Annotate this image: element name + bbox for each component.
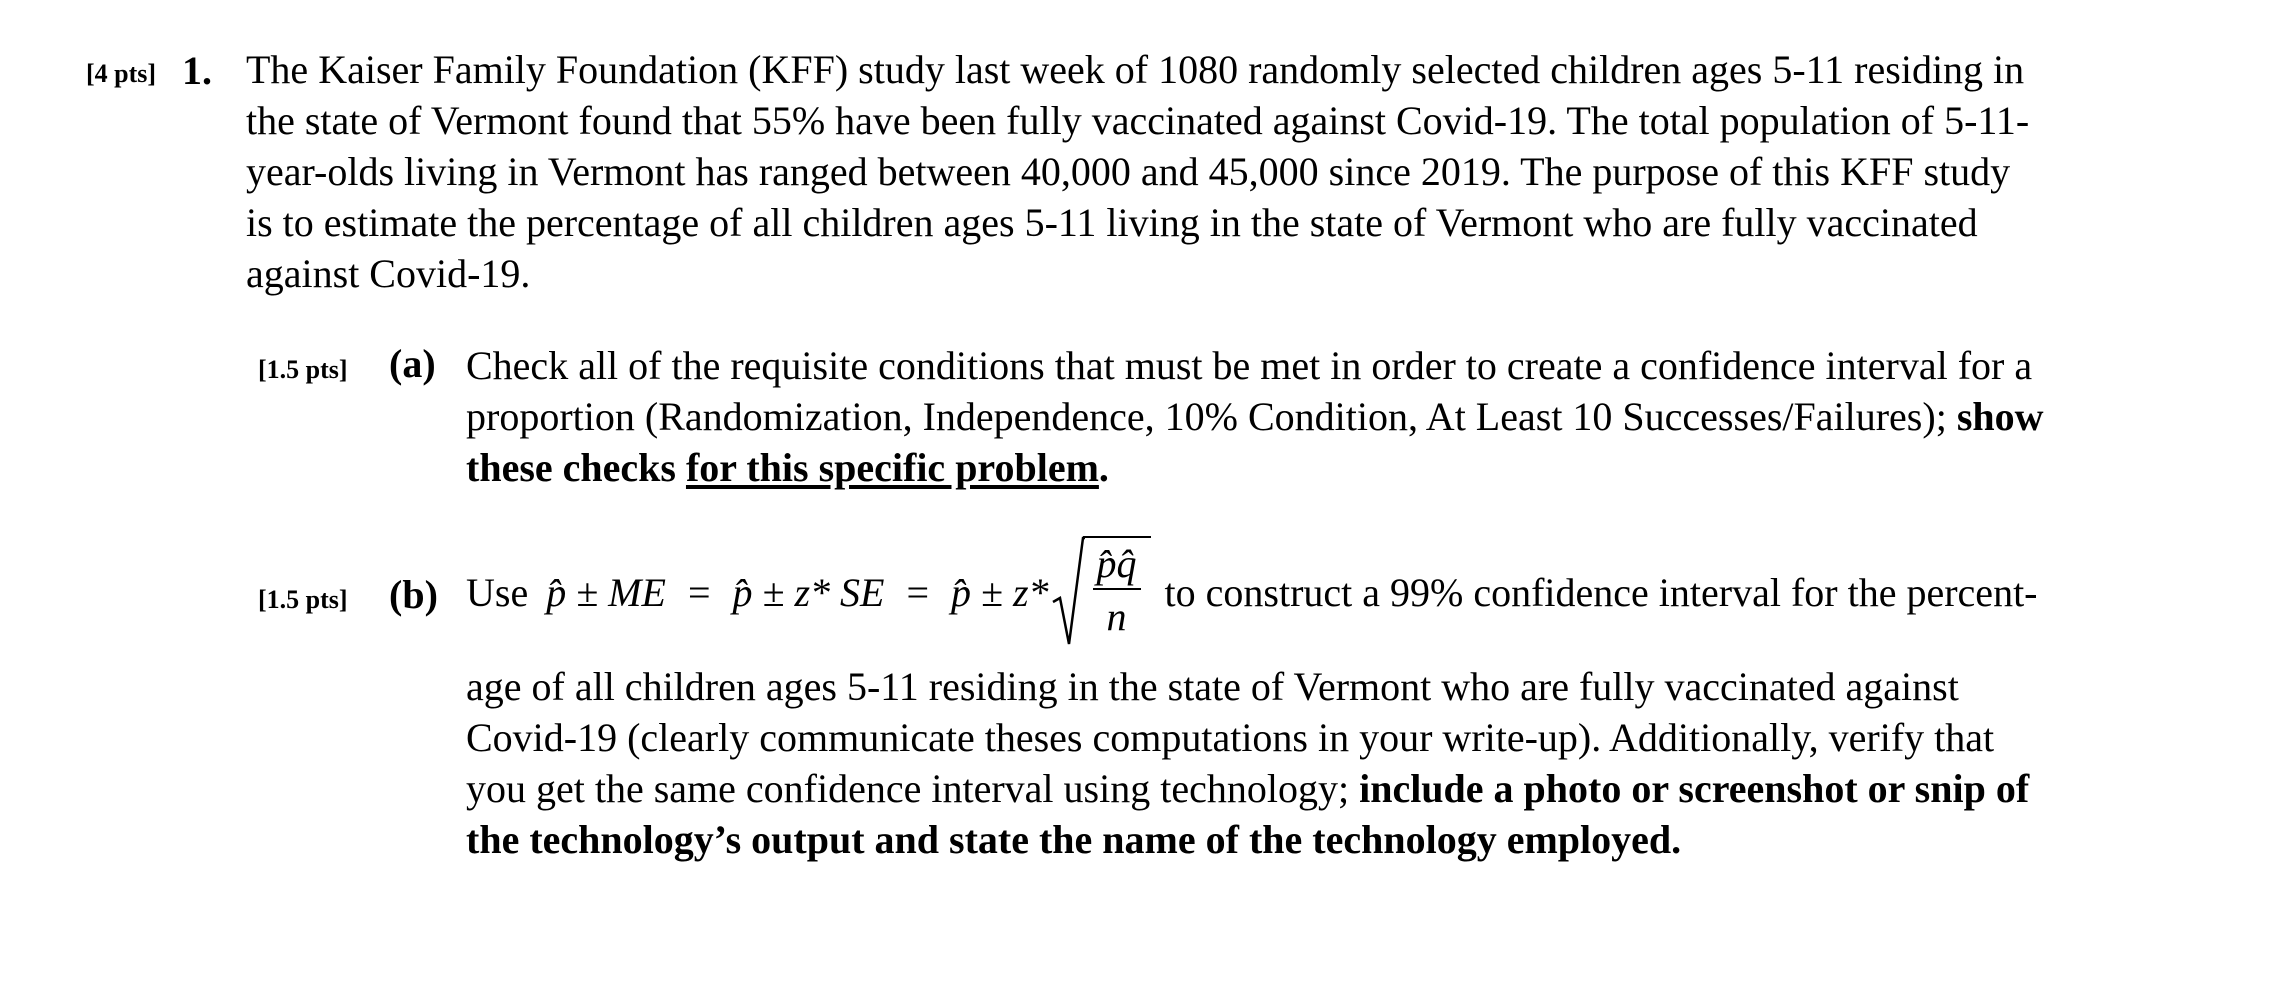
part-a-line2-text: proportion (Randomization, Independence, 10% Condition, At Least 10 Successes/Failures); [466, 394, 1957, 439]
question-line: the state of Vermont found that 55% have been fully vaccinated against Covid-19. The total population of 5-11- [246, 98, 2030, 143]
formula-equals-sign: = [906, 569, 930, 615]
part-b-line1-text: to construct a 99% confidence interval for the percent- [1164, 569, 2038, 615]
part-b-label: (b) [389, 572, 438, 617]
question-line: The Kaiser Family Foundation (KFF) study last week of 1080 randomly selected children ages 5-11 residing in [246, 47, 2025, 92]
part-b-formula-row [466, 536, 2038, 648]
part-a-specific-problem-underlined: for this specific problem [685, 445, 1099, 490]
fraction-numerator: p̂q̂ [1093, 542, 1141, 590]
question-line: year-olds living in Vermont has ranged between 40,000 and 45,000 since 2019. The purpose of this KFF study [246, 149, 2011, 194]
square-root-icon [1051, 536, 1085, 648]
part-a-line [466, 442, 2044, 493]
formula-p-hat-plus-minus-z: p̂ ± z* [951, 569, 1049, 615]
part-a-checks-emphasis: these checks [466, 445, 686, 490]
part-a-label: (a) [389, 341, 436, 386]
question-line: against Covid-19. [246, 251, 531, 296]
part-a-period: . [1098, 445, 1109, 490]
square-root-expression [1051, 536, 1151, 648]
part-a-line [466, 391, 2044, 442]
question-text [246, 44, 2029, 299]
part-a-line: Check all of the requisite conditions that must be met in order to create a confidence interval for a [466, 343, 2033, 388]
part-b-line: age of all children ages 5-11 residing in the state of Vermont who are fully vaccinated against [466, 664, 1959, 709]
part-b-points: [1.5 pts] [258, 585, 348, 614]
part-b-use-text: Use [466, 569, 529, 615]
part-b-line4-text: you get the same confidence interval using technology; [466, 766, 1360, 811]
question-line: is to estimate the percentage of all children ages 5-11 living in the state of Vermont who are fully vaccinated [246, 200, 1978, 245]
part-a-points: [1.5 pts] [258, 355, 348, 384]
formula-equals-sign: = [687, 569, 711, 615]
part-b-line: the technology’s output and state the name of the technology employed. [466, 817, 1682, 862]
part-b-line [466, 763, 2029, 814]
question-number: 1. [182, 48, 212, 93]
formula-p-hat-plus-minus-me: p̂ ± ME [546, 569, 666, 615]
formula-p-hat-plus-minus-z-se: p̂ ± z* SE [732, 569, 885, 615]
fraction-denominator: n [1106, 594, 1127, 639]
question-points: [4 pts] [86, 59, 157, 88]
part-a-show-emphasis: show [1956, 394, 2044, 439]
part-b-line: Covid-19 (clearly communicate theses computations in your write-up). Additionally, verify that [466, 715, 1995, 760]
fraction-p-hat-q-hat-over-n [1083, 536, 1151, 648]
part-b-text [466, 661, 2029, 865]
part-b-photo-emphasis: include a photo or screenshot or snip of [1359, 766, 2030, 811]
part-a-text [466, 340, 2044, 493]
